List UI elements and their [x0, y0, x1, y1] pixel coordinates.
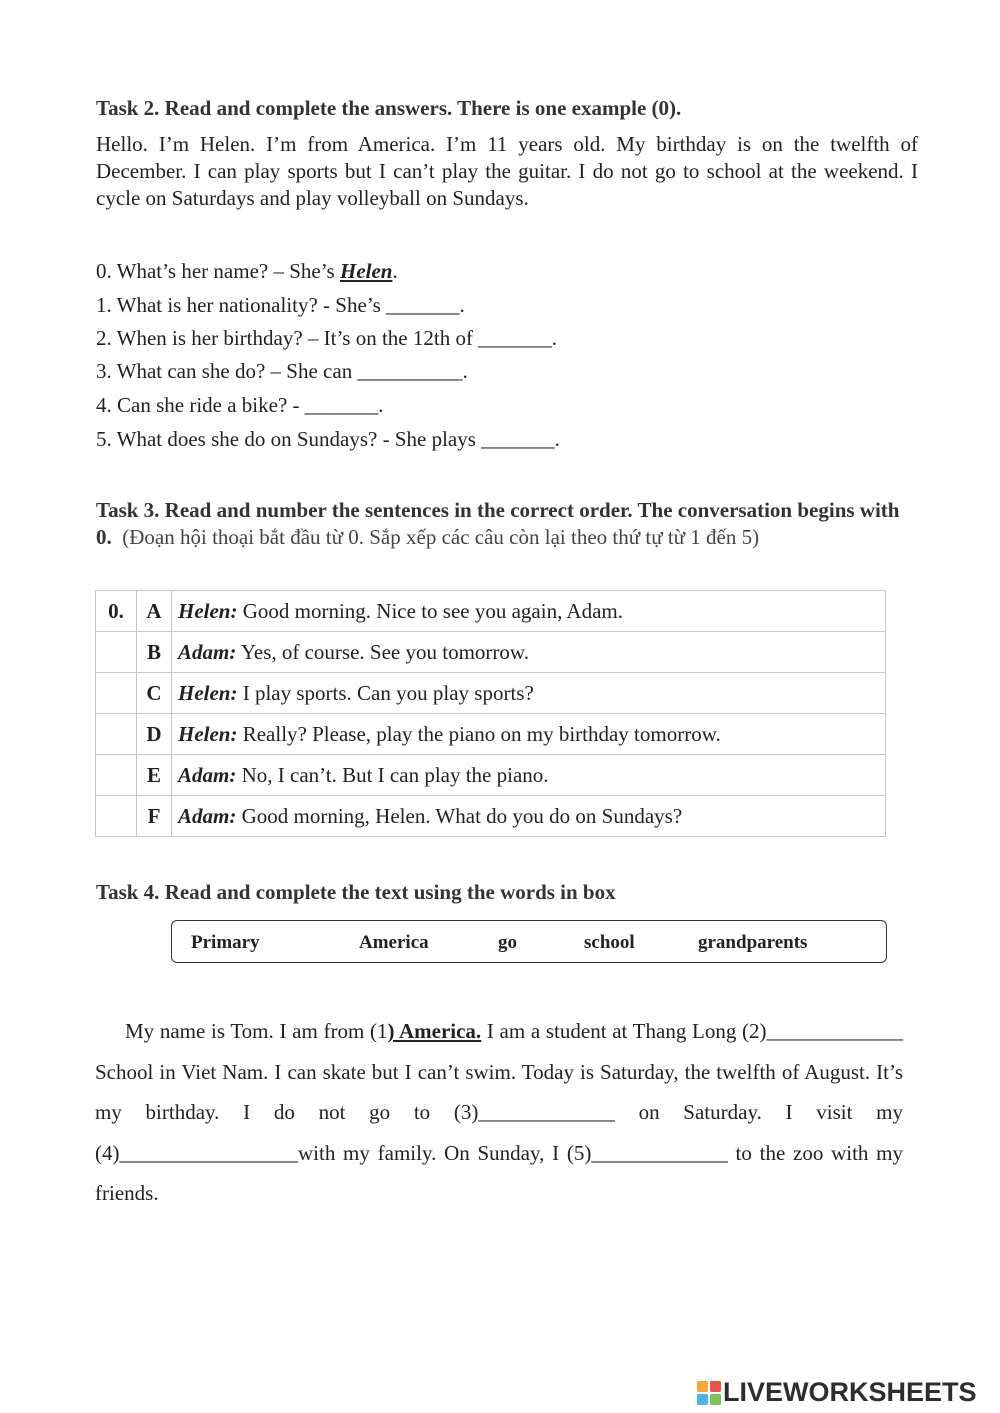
order-number-cell[interactable]: [96, 714, 137, 755]
logo-icon: [697, 1381, 721, 1405]
speaker-name: Helen:: [178, 598, 238, 623]
sentence-text: Yes, of course. See you tomorrow.: [236, 639, 529, 664]
sentence-text: Really? Please, play the piano on my birthday tomorrow.: [237, 721, 721, 746]
task2-example: [96, 259, 398, 284]
conversation-row: [96, 673, 886, 714]
task4-heading: [96, 880, 616, 905]
conversation-row: [96, 755, 886, 796]
word-school: school: [584, 932, 635, 953]
conversation-row: [96, 714, 886, 755]
order-number-cell: 0.: [96, 591, 137, 632]
speaker-name: Adam:: [178, 762, 237, 787]
sentence-cell: [172, 591, 886, 632]
word-grandparents: grandparents: [698, 932, 808, 953]
sentence-letter: C: [137, 673, 172, 714]
example-end: .: [392, 259, 398, 283]
conversation-table: [95, 590, 886, 837]
sentence-letter: D: [137, 714, 172, 755]
word-go: go: [498, 932, 517, 953]
sentence-letter: B: [137, 632, 172, 673]
word-america: America: [359, 932, 429, 953]
task2-passage: Hello. I’m Helen. I’m from America. I’m 11 years old. My birthday is on the twelfth of December. I can play sports but I can’t play the guitar. I do not go to school at the weekend. I cycle on Saturdays and play volleyball on Sundays.: [96, 132, 918, 210]
sentence-cell: [172, 673, 886, 714]
task3-heading-text: Task 3. Read and number the sentences in the correct order. The conversation begins with 0.: [96, 498, 900, 549]
sentence-cell: [172, 714, 886, 755]
conversation-row: [96, 796, 886, 837]
speaker-name: Helen:: [178, 680, 238, 705]
task2-heading: Task 2. Read and complete the answers. There is one example (0).: [96, 96, 682, 120]
task2-question-3[interactable]: 3. What can she do? – She can __________.: [96, 359, 468, 383]
logo-text: LIVEWORKSHEETS: [723, 1377, 977, 1407]
task4-example-answer: ) America.: [387, 1019, 482, 1043]
sentence-cell: [172, 796, 886, 837]
sentence-cell: [172, 632, 886, 673]
task4-heading-prefix: Task 4.: [96, 880, 160, 904]
word-box: [171, 920, 887, 963]
task3-instruction: (Đoạn hội thoại bắt đầu từ 0. Sắp xếp các câu còn lại theo thứ tự từ 1 đến 5): [122, 525, 760, 549]
task4-text: [95, 1011, 903, 1214]
sentence-text: Good morning, Helen. What do you do on Sundays?: [236, 803, 683, 828]
task2-question-1[interactable]: 1. What is her nationality? - She’s _______.: [96, 293, 465, 317]
sentence-letter: A: [137, 591, 172, 632]
task2-question-5[interactable]: 5. What does she do on Sundays? - She plays _______.: [96, 427, 560, 451]
task2-question-4[interactable]: 4. Can she ride a bike? - _______.: [96, 393, 384, 417]
sentence-letter: F: [137, 796, 172, 837]
speaker-name: Helen:: [178, 721, 238, 746]
task4-text-before: My name is Tom. I am from (1: [125, 1019, 388, 1043]
example-question: 0. What’s her name? – She’s: [96, 259, 340, 283]
order-number-cell[interactable]: [96, 796, 137, 837]
order-number-cell[interactable]: [96, 673, 137, 714]
word-primary: Primary: [191, 932, 260, 953]
speaker-name: Adam:: [178, 803, 237, 828]
example-answer: Helen: [339, 259, 393, 283]
sentence-text: I play sports. Can you play sports?: [237, 680, 534, 705]
task4-heading-text: Read and complete the text using the words in box: [159, 880, 616, 904]
speaker-name: Adam:: [178, 639, 237, 664]
conversation-row: [96, 591, 886, 632]
task3-heading: [96, 497, 906, 551]
task4-text-after[interactable]: I am a student at Thang Long (2)_____________ School in Viet Nam. I can skate but I can’t swim. Today is Saturday, the twelfth of August. It’s my birthday. I do not go to (3)_____________ on Saturday. I visit my (4)_________________with my family. On Sunday, I (5)_____________ to the zoo with my friends.: [95, 1019, 904, 1205]
sentence-text: Good morning. Nice to see you again, Adam.: [237, 598, 623, 623]
sentence-letter: E: [137, 755, 172, 796]
sentence-text: No, I can’t. But I can play the piano.: [236, 762, 549, 787]
task2-question-2[interactable]: 2. When is her birthday? – It’s on the 12th of _______.: [96, 326, 557, 350]
order-number-cell[interactable]: [96, 755, 137, 796]
conversation-row: [96, 632, 886, 673]
sentence-cell: [172, 755, 886, 796]
order-number-cell[interactable]: [96, 632, 137, 673]
